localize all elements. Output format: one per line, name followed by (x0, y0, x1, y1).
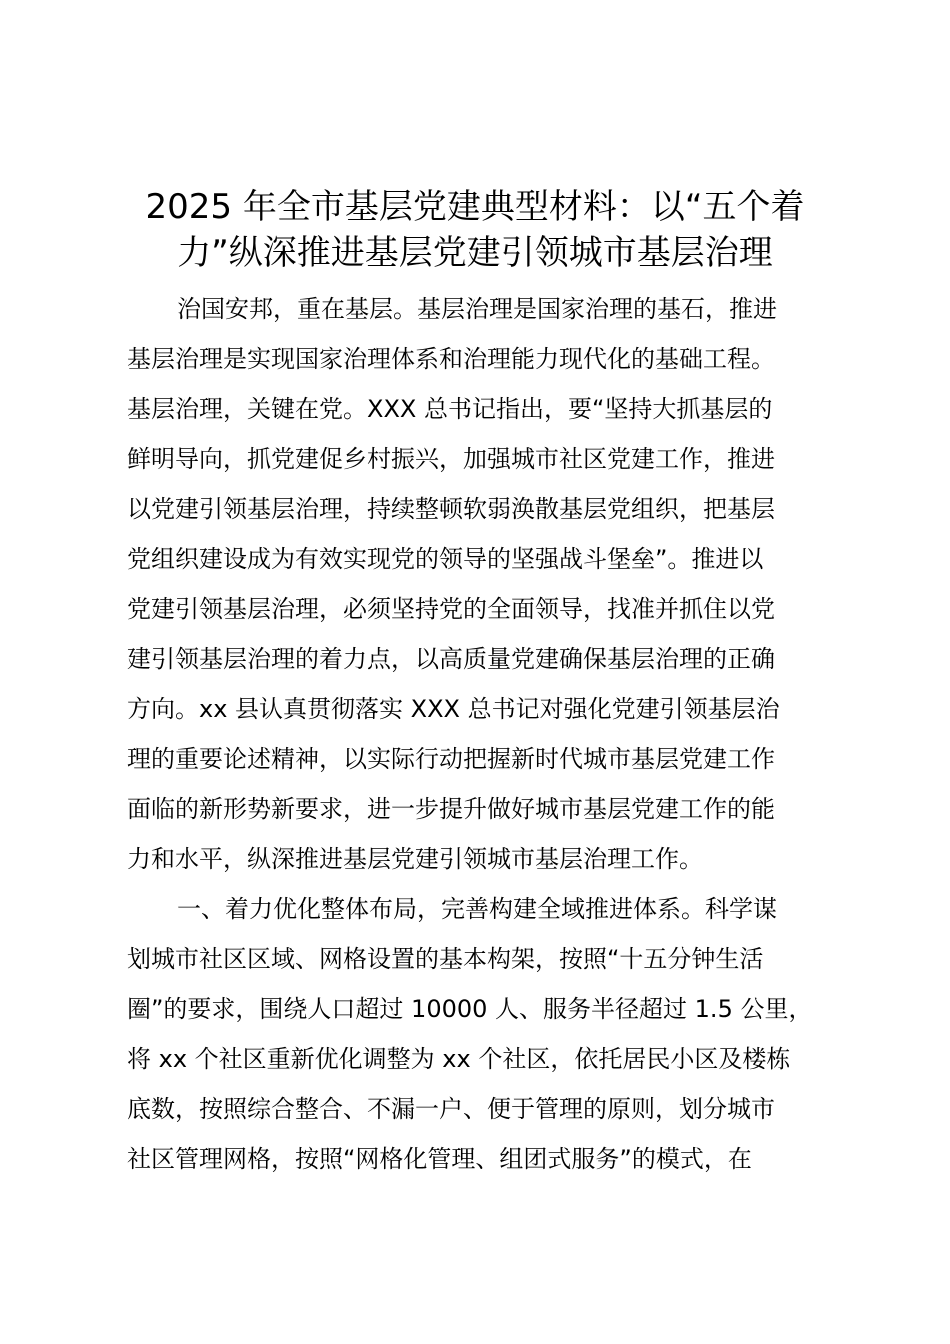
paragraph-line: 社区管理网格，按照“网格化管理、组团式服务”的模式，在 (127, 1145, 752, 1173)
document-title (120, 184, 830, 276)
paragraph-line: 方向。xx 县认真贯彻落实 XXX 总书记对强化党建引领基层治 (127, 695, 780, 723)
paragraph-line: 将 xx 个社区重新优化调整为 xx 个社区，依托居民小区及楼栋 (127, 1045, 791, 1073)
paragraph-line: 基层治理是实现国家治理体系和治理能力现代化的基础工程。 (127, 345, 775, 373)
document-body (127, 284, 837, 1184)
paragraph-line: 以党建引领基层治理，持续整顿软弱涣散基层党组织，把基层 (127, 495, 775, 523)
paragraph-line: 圈”的要求，围绕人口超过 10000 人、服务半径超过 1.5 公里， (127, 995, 813, 1023)
paragraph-line: 党建引领基层治理，必须坚持党的全面领导，找准并抓住以党 (127, 595, 775, 623)
paragraph-line: 一、着力优化整体布局，完善构建全域推进体系。科学谋 (177, 895, 777, 923)
paragraph-line: 建引领基层治理的着力点，以高质量党建确保基层治理的正确 (127, 645, 775, 673)
paragraph-line: 理的重要论述精神，以实际行动把握新时代城市基层党建工作 (127, 745, 775, 773)
title-line: 力”纵深推进基层党建引领城市基层治理 (177, 233, 773, 273)
paragraph-line: 治国安邦，重在基层。基层治理是国家治理的基石，推进 (177, 295, 777, 323)
paragraph-line: 力和水平，纵深推进基层党建引领城市基层治理工作。 (127, 845, 703, 873)
title-line: 2025 年全市基层党建典型材料：以“五个着 (145, 187, 805, 227)
paragraph-line: 底数，按照综合整合、不漏一户、便于管理的原则，划分城市 (127, 1095, 775, 1123)
paragraph-line: 党组织建设成为有效实现党的领导的坚强战斗堡垒”。推进以 (127, 545, 764, 573)
paragraph-line: 划城市社区区域、网格设置的基本构架，按照“十五分钟生活 (127, 945, 764, 973)
paragraph-line: 面临的新形势新要求，进一步提升做好城市基层党建工作的能 (127, 795, 775, 823)
paragraph-line: 鲜明导向，抓党建促乡村振兴，加强城市社区党建工作，推进 (127, 445, 775, 473)
paragraph-line: 基层治理，关键在党。XXX 总书记指出，要“坚持大抓基层的 (127, 395, 773, 423)
